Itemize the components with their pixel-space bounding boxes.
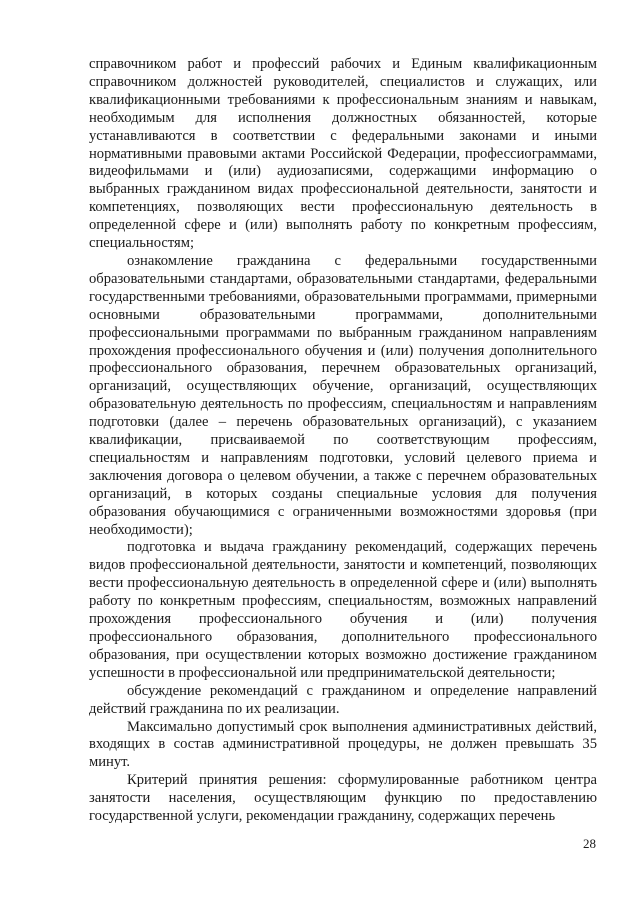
paragraph-time-limit: Максимально допустимый срок выполнения административных действий, входящих в состав административной процедуры, не должен превышать 35 минут.	[89, 718, 597, 771]
paragraph-discussion: обсуждение рекомендаций с гражданином и определение направлений действий гражданина по их реализации.	[89, 682, 597, 717]
paragraph-decision-criterion: Критерий принятия решения: сформулированные работником центра занятости населения, осуществляющим функцию по предоставлению государственной услуги, рекомендации гражданину, содержащих перечень	[89, 772, 597, 825]
page-number: 28	[583, 836, 596, 851]
paragraph-continuation: справочником работ и профессий рабочих и Единым квалификационным справочником должностей руководителей, специалистов и служащих, или квалификационными требованиями к профессиональным знаниям и навыкам, необходимым для исполнения должностных обязанностей, которые устанавливаются в соответствии с федеральными законами и иными нормативными правовыми актами Российской Федерации, профессиограммами, видеофильмами и (или) аудиозаписями, содержащими информацию о выбранных гражданином видах профессиональной деятельности, занятости и компетенциях, позволяющих вести профессиональную деятельность в определенной сфере и (или) выполнять работу по конкретным профессиям, специальностям;	[89, 56, 597, 252]
paragraph-recommendations: подготовка и выдача гражданину рекомендаций, содержащих перечень видов профессиональной деятельности, занятости и компетенций, позволяющих вести профессиональную деятельность в определенной сфере и (или) выполнять работу по конкретным профессиям, специальностям, возможных направлений прохождения профессионального обучения и (или) получения профессионального образования, дополнительного профессионального образования, при осуществлении которых возможно достижение гражданином успешности в профессиональной или предпринимательской деятельности;	[89, 539, 597, 681]
paragraph-familiarization: ознакомление гражданина с федеральными государственными образовательными стандартами, образовательными стандартами, федеральными государственными требованиями, образовательными программами, примерными основными образовательными программами, дополнительными профессиональными программами по выбранным гражданином направлениям прохождения профессионального обучения и (или) получения дополнительного профессионального образования, перечнем образовательных организаций, организаций, осуществляющих обучение, организаций, осуществляющих образовательную деятельность по профессиям, специальностям и направлениям подготовки (далее – перечень образовательных организаций), с указанием квалификации, присваиваемой по соответствующим профессиям, специальностям и направлениям подготовки, условий целевого приема и заключения договора о целевом обучении, а также с перечнем образовательных организаций, в которых созданы специальные условия для получения образования обучающимися с ограниченными возможностями здоровья (при необходимости);	[89, 252, 597, 538]
document-body	[89, 56, 597, 826]
